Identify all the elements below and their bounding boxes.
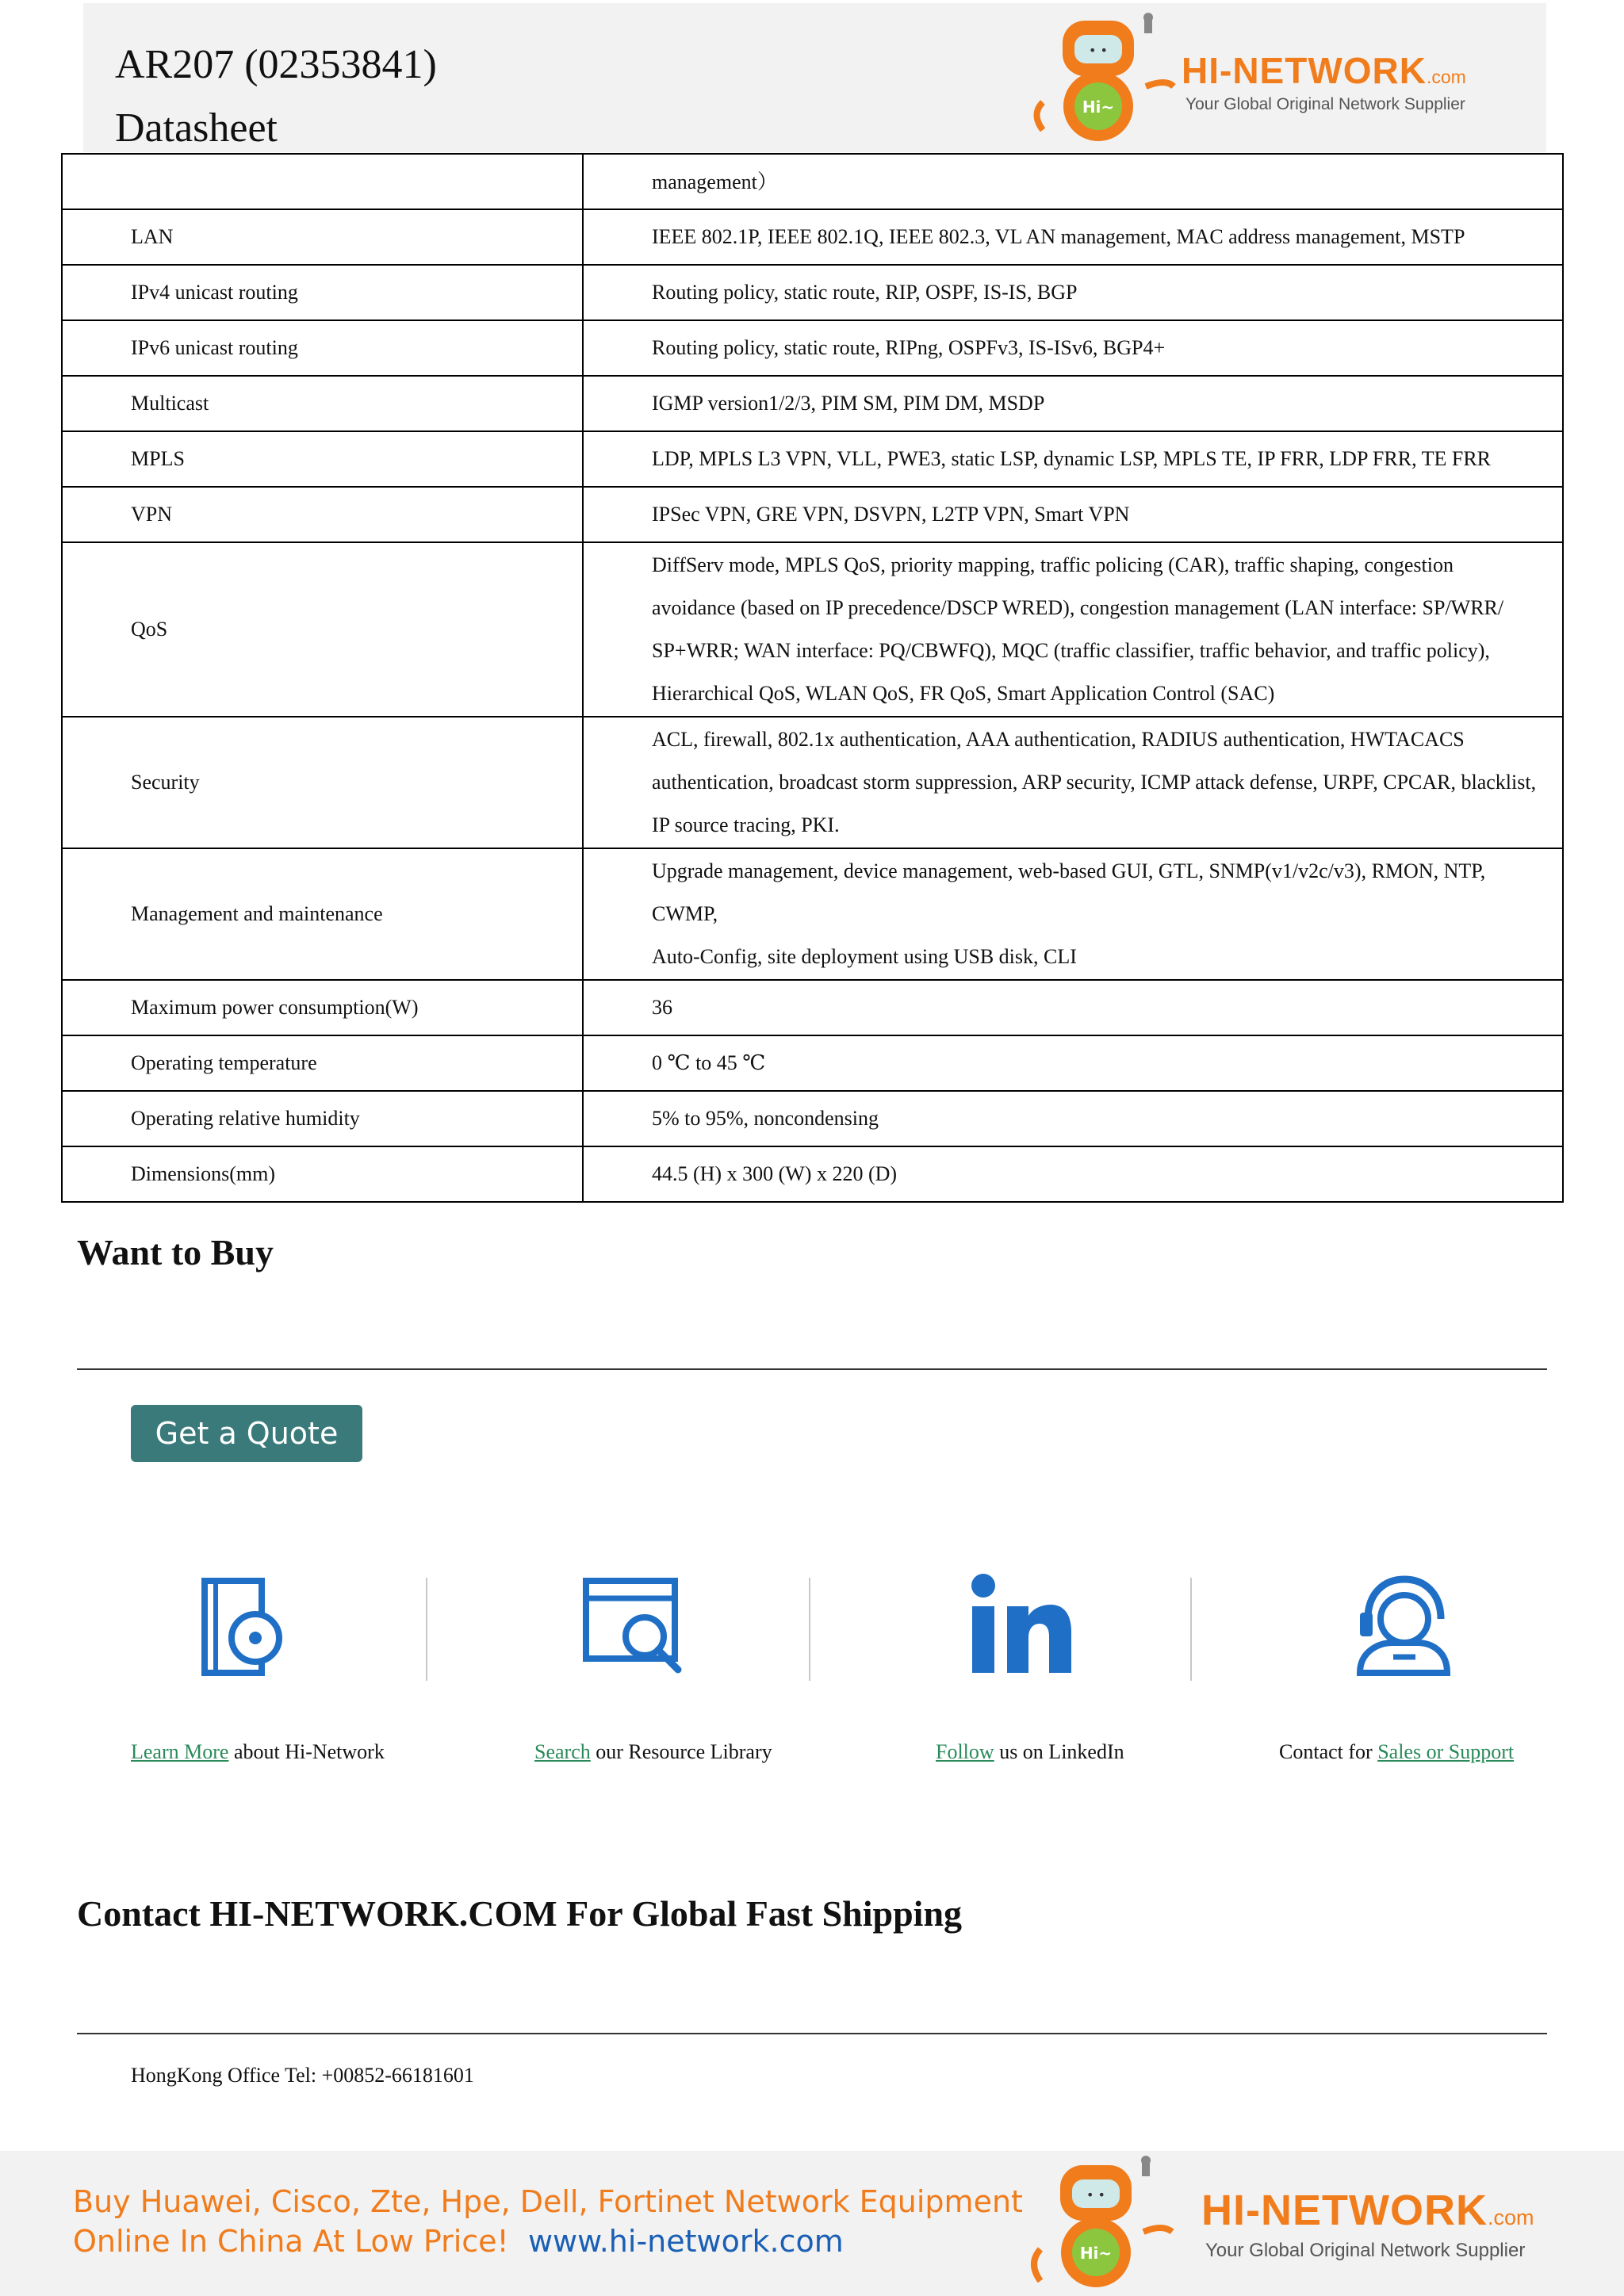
product-title: AR207 (02353841) [115,42,437,87]
footer-line-1: Buy Huawei, Cisco, Zte, Hpe, Dell, Fortinet Network Equipment [73,2184,1023,2219]
value-line: ACL, firewall, 802.1x authentication, AAA authentication, RADIUS authentication, HWTACACS [652,728,1465,751]
value-line: avoidance (based on IP precedence/DSCP WRED), congestion management (LAN interface: SP/WRR/ [652,596,1504,619]
divider [426,1578,427,1681]
divider [1190,1578,1192,1681]
spec-value: IEEE 802.1P, IEEE 802.1Q, IEEE 802.3, VL AN management, MAC address management, MSTP [583,209,1563,265]
table-row [62,717,1563,848]
table-row [62,1035,1563,1091]
spec-value: LDP, MPLS L3 VPN, VLL, PWE3, static LSP, dynamic LSP, MPLS TE, IP FRR, LDP FRR, TE FRR [583,431,1563,487]
spec-value: IPSec VPN, GRE VPN, DSVPN, L2TP VPN, Smart VPN [583,487,1563,542]
spec-key: IPv6 unicast routing [62,320,583,376]
footer-url-link[interactable]: www.hi-network.com [527,2224,844,2259]
learn-more-link[interactable]: Learn More [131,1740,229,1763]
spec-key: Management and maintenance [62,848,583,980]
value-line: Upgrade management, device management, web-based GUI, GTL, SNMP(v1/v2c/v3), RMON, NTP, CWMP, [652,859,1486,925]
spec-value [583,542,1563,717]
spec-key: QoS [62,542,583,717]
table-row [62,376,1563,431]
page-footer [0,2151,1624,2296]
footer-line-2: Online In China At Low Price! www.hi-network.com [73,2224,844,2259]
spec-table [61,153,1564,1203]
table-row [62,320,1563,376]
table-row [62,487,1563,542]
value-line: DiffServ mode, MPLS QoS, priority mapping, traffic policing (CAR), traffic shaping, congestion [652,553,1454,576]
hi-network-logo [1027,11,1534,146]
follow-link[interactable]: Follow [936,1740,994,1763]
logo-tagline: Your Global Original Network Supplier [1185,95,1465,113]
value-line: IP source tracing, PKI. [652,813,840,836]
office-phone: HongKong Office Tel: +00852-66181601 [131,2064,474,2087]
get-a-quote-button[interactable]: Get a Quote [131,1405,362,1462]
spec-key: Multicast [62,376,583,431]
spec-key [62,154,583,209]
spec-value: management） [583,154,1563,209]
table-row [62,209,1563,265]
spec-value: Routing policy, static route, RIP, OSPF, IS-IS, BGP [583,265,1563,320]
spec-key: MPLS [62,431,583,487]
spec-key: Security [62,717,583,848]
mascot-badge-text: Hi~ [1082,98,1115,117]
spec-value: 44.5 (H) x 300 (W) x 220 (D) [583,1146,1563,1202]
table-row [62,542,1563,717]
table-row [62,848,1563,980]
contact-heading: Contact HI-NETWORK.COM For Global Fast Shipping [77,1893,963,1934]
divider [809,1578,810,1681]
want-to-buy-heading: Want to Buy [77,1232,274,1272]
spec-value: 5% to 95%, noncondensing [583,1091,1563,1146]
search-link[interactable]: Search [534,1740,591,1763]
table-row [62,265,1563,320]
spec-value: 36 [583,980,1563,1035]
sales-support-link[interactable]: Sales or Support [1377,1740,1515,1763]
spec-value [583,717,1563,848]
linkedin-icon[interactable] [963,1570,1074,1681]
document-type: Datasheet [115,105,278,151]
value-line: Hierarchical QoS, WLAN QoS, FR QoS, Smart Application Control (SAC) [652,682,1275,705]
spec-key: Operating temperature [62,1035,583,1091]
logo-tagline: Your Global Original Network Supplier [1205,2240,1526,2261]
spec-key: IPv4 unicast routing [62,265,583,320]
robot-mascot-icon [1027,11,1185,146]
spec-value [583,848,1563,980]
spec-key: VPN [62,487,583,542]
logo-brand: HI-NETWORK.com [1182,50,1466,91]
learn-more-icon[interactable] [198,1570,309,1681]
spec-key: LAN [62,209,583,265]
mascot-face-text: • • [1089,43,1108,58]
value-line: authentication, broadcast storm suppression, ARP security, ICMP attack defense, URPF, CPCAR, blacklist, [652,771,1537,794]
hi-network-logo [1023,2154,1578,2293]
spec-value: 0 ℃ to 45 ℃ [583,1035,1563,1091]
mascot-badge-text: Hi~ [1079,2244,1113,2263]
table-row [62,1091,1563,1146]
page-header [83,3,1546,152]
robot-mascot-icon [1023,2154,1182,2293]
table-row [62,154,1563,209]
spec-key: Operating relative humidity [62,1091,583,1146]
table-row [62,431,1563,487]
search-caption: Search our Resource Library [534,1740,772,1763]
logo-brand: HI-NETWORK.com [1201,2187,1534,2234]
table-row [62,980,1563,1035]
follow-caption: Follow us on LinkedIn [936,1740,1124,1763]
support-agent-icon[interactable] [1346,1570,1457,1681]
table-row [62,1146,1563,1202]
divider [77,2033,1547,2034]
spec-key: Maximum power consumption(W) [62,980,583,1035]
value-line: SP+WRR; WAN interface: PQ/CBWFQ), MQC (traffic classifier, traffic behavior, and traffic policy), [652,639,1490,662]
contact-caption: Contact for Sales or Support [1279,1740,1515,1763]
mascot-face-text: • • [1086,2187,1105,2202]
search-library-icon[interactable] [581,1570,692,1681]
learn-more-caption: Learn More about Hi-Network [131,1740,385,1763]
spec-value: Routing policy, static route, RIPng, OSPFv3, IS-ISv6, BGP4+ [583,320,1563,376]
spec-key: Dimensions(mm) [62,1146,583,1202]
divider [77,1368,1547,1370]
value-line: Auto-Config, site deployment using USB disk, CLI [652,945,1077,968]
spec-value: IGMP version1/2/3, PIM SM, PIM DM, MSDP [583,376,1563,431]
